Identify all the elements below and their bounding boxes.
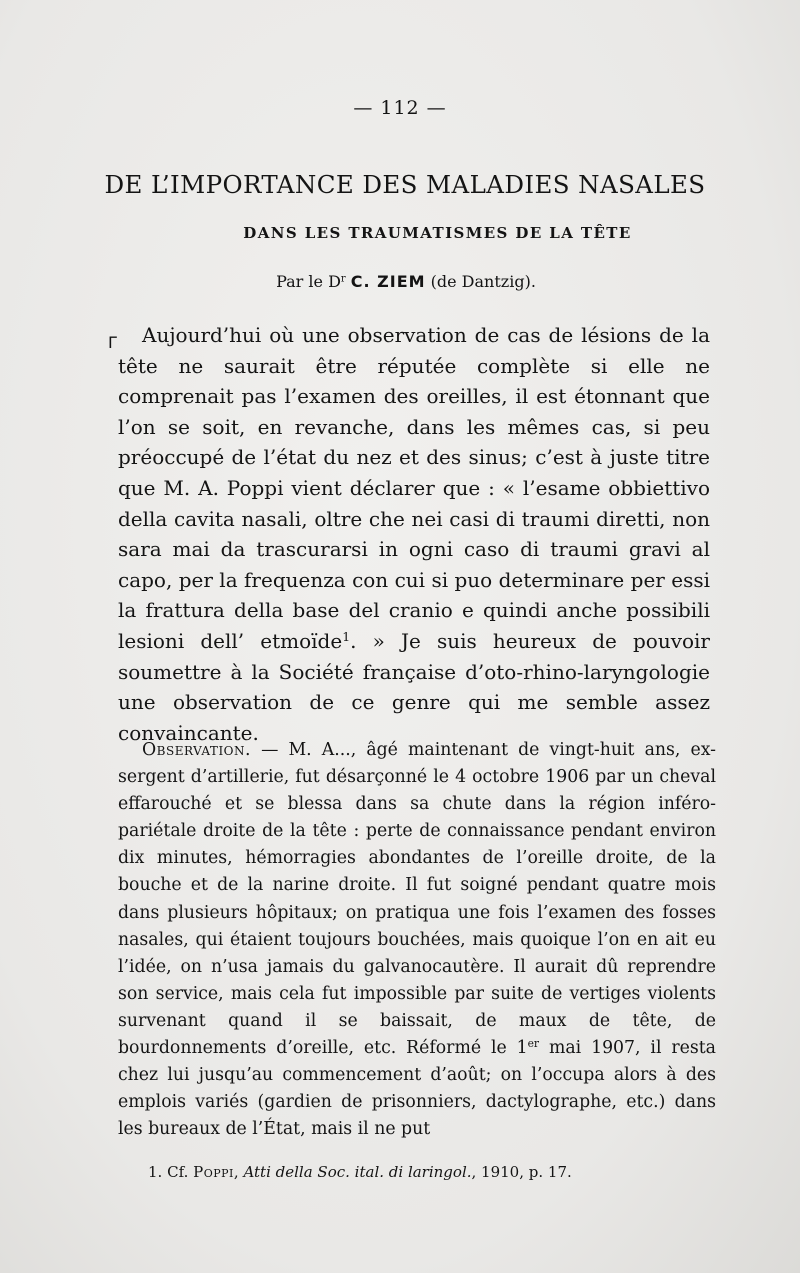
paragraph-mark: Γ [108,333,117,352]
footnote-journal: Atti della Soc. ital. di laringol. [243,1163,472,1181]
footnote: 1. Cf. Poppi, Atti della Soc. ital. di laringol., 1910, p. 17. [148,1163,572,1181]
intro-paragraph [108,320,710,748]
byline-prefix: Par le D [276,272,341,291]
observation-text-part2: mai 1907, il resta chez lui jusqu’au commencement d’août; on l’occupa alors à des emplois variés (gardien de prisonniers, dactylographe, etc.) dans les bureaux de l’État, mais il ne put [118,1038,716,1140]
byline-prefix-sup: r [340,273,346,285]
observation-label: Observation. [142,740,252,760]
observation-paragraph [118,737,716,1143]
byline [0,272,800,291]
footnote-reference: 1 [342,629,351,645]
footnote-details: , 1910, p. 17. [471,1163,572,1181]
page-number: — 112 — [353,97,447,119]
author-name: C. ZIEM [350,272,426,291]
footnote-cf: Cf. [167,1163,189,1181]
footnote-author: Poppi [193,1163,234,1181]
observation-superscript: er [527,1037,540,1051]
intro-text-start: Aujourd’hui où une observation de cas de lésions de la tête ne saurait être réputée complète si elle ne comprenait pas l’examen des oreilles, il est étonnant que l’on se soit, en revanche, dans les mêmes cas, si peu préoccupé de l’état du nez et des sinus; c’est à juste titre que M. A. Poppi vient déclarer que : « l’esame obbiettivo della cavita nasali, oltre che nei casi di traumi diretti, non sara mai da trascurarsi in ogni caso di traumi gravi al capo, per la frequenza con cui si puo determinare per essi la frattura della base del cranio e quindi anche possibili lesioni dell’ etmoïde [118,323,710,653]
article-subtitle: DANS LES TRAUMATISMES DE LA TÊTE [243,224,632,242]
author-affiliation: (de Dantzig). [430,272,536,291]
observation-text-part1: — M. A..., âgé maintenant de vingt-huit ans, ex-sergent d’artillerie, fut désarçonné le 4 octobre 1906 par un cheval effarouché et se blessa dans sa chute dans la région inféro-pariétale droite de la tête : perte de connaissance pendant environ dix minutes, hémorragies abondantes de l’oreille droite, de la bouche et de la narine droite. Il fut soigné pendant quatre mois dans plusieurs hôpitaux; on pratiqua une fois l’examen des fosses nasales, qui étaient toujours bouchées, mais quoique l’on en ait eu l’idée, on n’usa jamais du galvanocautère. Il aurait dû reprendre son service, mais cela fut impossible par suite de vertiges violents survenant quand il se baissait, de maux de tête, de bourdonnements d’oreille, etc. Réformé le 1 [118,740,716,1059]
intro-text-end: . » Je suis heureux de pouvoir soumettre à la Société française d’oto-rhino-laryngologie une observation de ce genre qui me semble assez convaincante. [118,628,710,745]
footnote-number: 1. [148,1163,163,1181]
article-title: DE L’IMPORTANCE DES MALADIES NASALES [104,170,706,199]
